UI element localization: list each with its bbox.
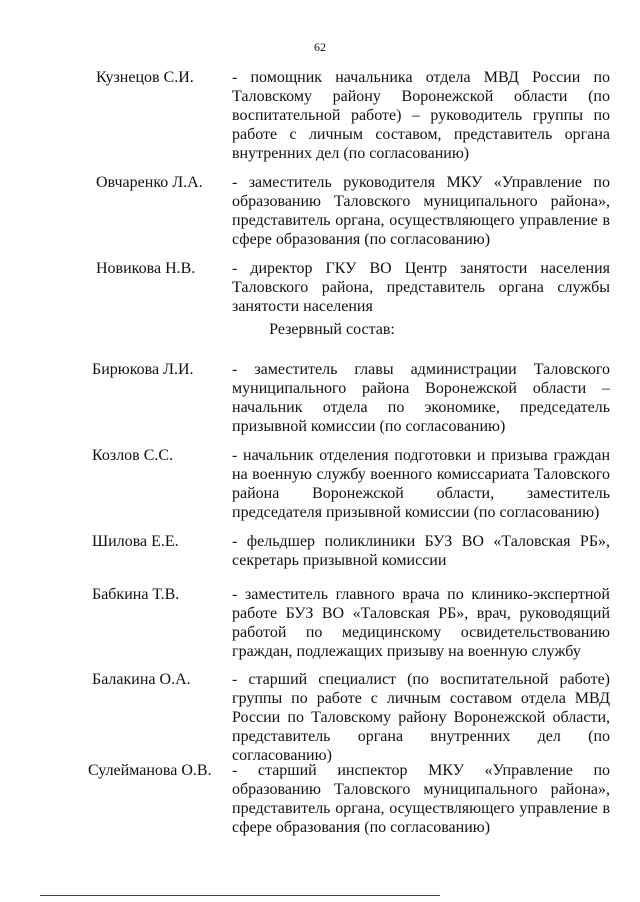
page-number: 62 [314, 40, 326, 54]
member-name: Новикова Н.В. [96, 260, 196, 277]
member-name: Бирюкова Л.И. [92, 361, 194, 378]
member-name: Сулейманова О.В. [88, 762, 212, 779]
member-description: - директор ГКУ ВО Центр занятости населения Таловского района, представитель органа службы занятости населения [232, 260, 610, 315]
member-name: Кузнецов С.И. [96, 69, 194, 86]
member-name: Козлов С.С. [92, 447, 174, 464]
member-description: - старший инспектор МКУ «Управление по образованию Таловского муниципального района», представитель органа, осуществляющего управление в сфере образования (по согласованию) [232, 762, 610, 836]
bottom-divider [40, 895, 440, 896]
member-description: - старший специалист (по воспитательной работе) группы по работе с личным составом отдела МВД России по Таловскому району Воронежской области, представитель органа внутренних дел (по согласованию) [232, 671, 610, 764]
member-description: - начальник отделения подготовки и призыва граждан на военную службу военного комиссариата Таловского района Воронежской области, заместитель председателя призывной комиссии (по согласованию) [232, 447, 610, 521]
member-name: Овчаренко Л.А. [96, 174, 203, 191]
member-name: Бабкина Т.В. [92, 586, 180, 603]
member-description: - заместитель главного врача по клинико-экспертной работе БУЗ ВО «Таловская РБ», врач, руководящий работой по медицинскому освидетельствованию граждан, подлежащих призыву на военную службу [232, 586, 610, 660]
member-description: - заместитель руководителя МКУ «Управление по образованию Таловского муниципального района», представитель органа, осуществляющего управление в сфере образования (по согласованию) [232, 174, 610, 248]
section-title-reserve: Резервный состав: [269, 321, 395, 338]
member-name: Балакина О.А. [92, 671, 191, 688]
member-description: - помощник начальника отдела МВД России по Таловскому району Воронежской области (по воспитательной работе) – руководитель группы по работе с личным составом, представитель органа внутренних дел (по согласованию) [232, 69, 610, 162]
member-description: - фельдшер поликлиники БУЗ ВО «Таловская РБ», секретарь призывной комиссии [232, 533, 610, 569]
member-description: - заместитель главы администрации Таловского муниципального района Воронежской области – начальник отдела по экономике, председатель призывной комиссии (по согласованию) [232, 361, 610, 435]
member-name: Шилова Е.Е. [92, 533, 179, 550]
